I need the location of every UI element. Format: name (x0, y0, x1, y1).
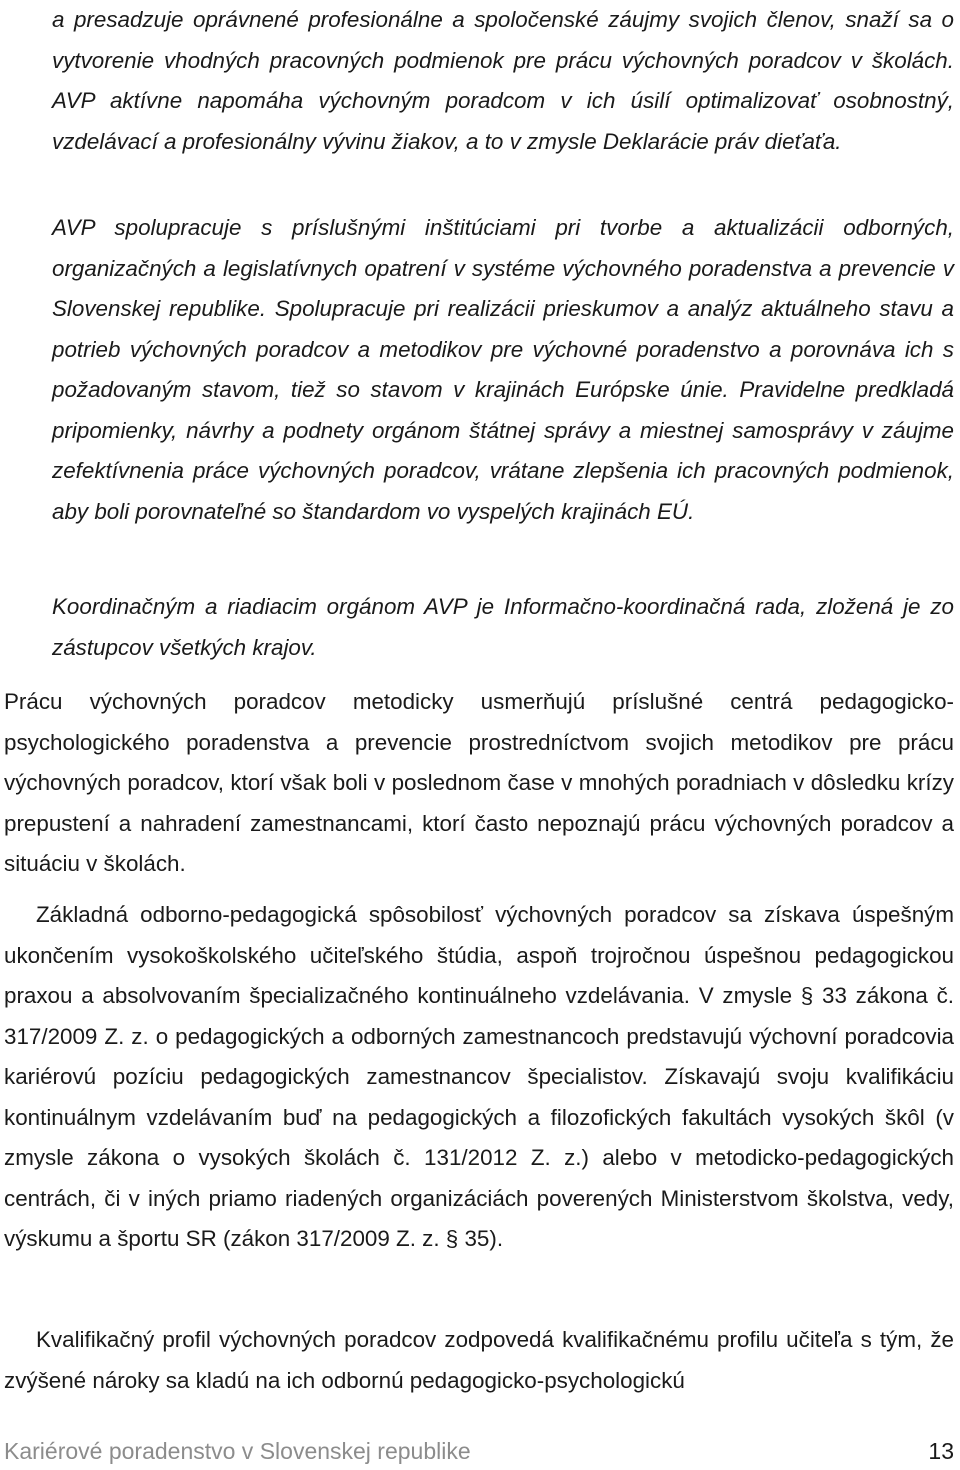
paragraph-methodical-guidance: Prácu výchovných poradcov metodicky usmerňujú príslušné centrá pedagogicko-psychologického poradenstva a prevencie prostredníctvom svojich metodikov pre prácu výchovných poradcov, ktorí však boli v poslednom čase v mnohých poradniach v dôsledku krízy prepustení a nahradení zamestnancami, ktorí často nepoznajú prácu výchovných poradcov a situáciu v školách. (4, 689, 954, 876)
page-number: 13 (928, 1438, 954, 1464)
paragraph-avp-cooperation: AVP spolupracuje s príslušnými inštitúciami pri tvorbe a aktualizácii odborných, organizačných a legislatívnych opatrení v systéme výchovného poradenstva a prevencie v Slovenskej republike. Spolupracuje pri realizácii prieskumov a analýz aktuálneho stavu a potrieb výchovných poradcov a metodikov pre výchovné poradenstvo a porovnáva ich s požadovaným stavom, tiež so stavom v krajinách Európske únie. Pravidelne predkladá pripomienky, návrhy a podnety orgánom štátnej správy a miestnej samosprávy v záujme zefektívnenia práce výchovných poradcov, vrátane zlepšenia ich pracovných podmienok, aby boli porovnateľné so štandardom vo vyspelých krajinách EÚ. (52, 215, 954, 524)
paragraph-qualification: Základná odborno-pedagogická spôsobilosť výchovných poradcov sa získava úspešným ukončením vysokoškolského učiteľského štúdia, aspoň trojročnou úspešnou pedagogickou praxou a absolvovaním špecializačného kontinuálneho vzdelávania. V zmysle § 33 zákona č. 317/2009 Z. z. o pedagogických a odborných zamestnancoch predstavujú výchovní poradcovia kariérovú pozíciu pedagogických zamestnancov špecialistov. Získavajú svoju kvalifikáciu kontinuálnym vzdelávaním buď na pedagogických a filozofických fakultách vysokých škôl (v zmysle zákona o vysokých školách č. 131/2012 Z. z.) alebo v metodicko-pedagogických centrách, či v iných priamo riadených organizáciách poverených Ministerstvom školstva, vedy, výskumu a športu SR (zákon 317/2009 Z. z. § 35). (4, 902, 954, 1251)
paragraph-qualification-profile: Kvalifikačný profil výchovných poradcov zodpovedá kvalifikačnému profilu učiteľa s tým, že zvýšené nároky sa kladú na ich odbornú pedagogicko-psychologickú (4, 1327, 954, 1393)
footer-title: Kariérové poradenstvo v Slovenskej republike (4, 1438, 471, 1464)
paragraph-avp-mission: a presadzuje oprávnené profesionálne a spoločenské záujmy svojich členov, snaží sa o vytvorenie vhodných pracovných podmienok pre prácu výchovných poradcov v školách. AVP aktívne napomáha výchovným poradcom v ich úsilí optimalizovať osobnostný, vzdelávací a profesionálny vývinu žiakov, a to v zmysle Deklarácie práv dieťaťa. (52, 7, 954, 154)
paragraph-avp-council: Koordinačným a riadiacim orgánom AVP je Informačno-koordinačná rada, zložená je zo zástupcov všetkých krajov. (52, 594, 954, 660)
